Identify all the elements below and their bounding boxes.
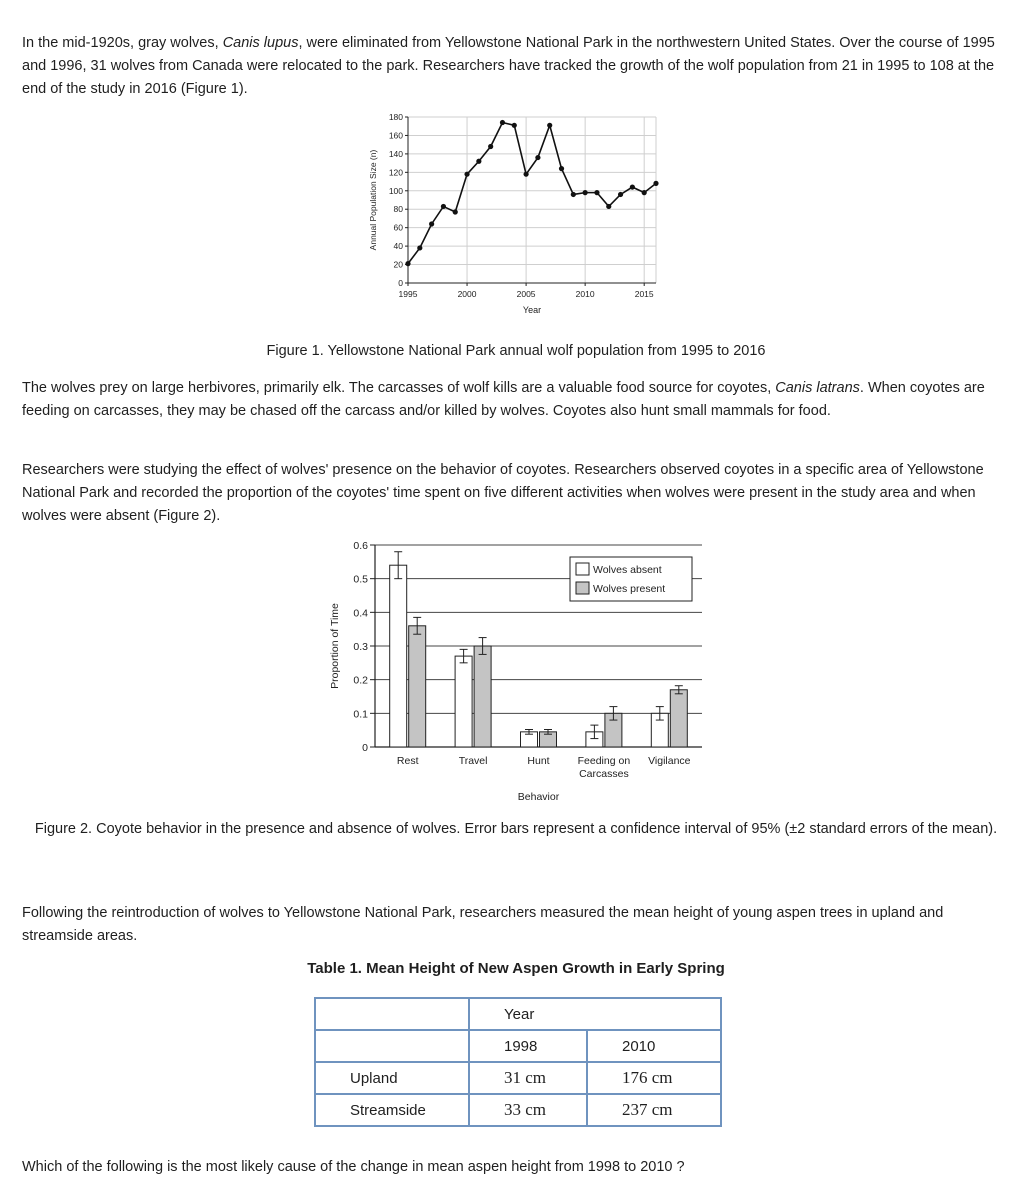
x-axis-label: Year <box>522 305 542 315</box>
species-name-wolf: Canis lupus <box>222 35 299 51</box>
y-tick-label: 160 <box>388 130 403 141</box>
x-tick-label: 2000 <box>457 289 477 299</box>
table-row-label: Upland <box>315 1062 469 1094</box>
category-label: Travel <box>458 755 488 767</box>
table-empty-cell <box>315 1030 469 1062</box>
y-tick-label: 40 <box>393 241 403 252</box>
y-tick-label: 140 <box>388 148 403 159</box>
table-row <box>315 1062 721 1094</box>
data-point <box>441 204 446 209</box>
category-label: Feeding on <box>577 755 631 767</box>
figure2-caption: Figure 2. Coyote behavior in the presence and absence of wolves. Error bars represent a confidence interval of 95% (±2 standard errors of the mean). <box>34 821 998 837</box>
data-point <box>547 123 552 128</box>
intro-paragraph <box>22 32 1010 101</box>
legend-swatch <box>576 563 589 575</box>
data-point <box>653 181 658 186</box>
data-point <box>583 190 588 195</box>
x-tick-label: 1995 <box>398 289 418 299</box>
table-col-1998: 1998 <box>469 1030 587 1062</box>
data-point <box>488 144 493 149</box>
category-label: Hunt <box>527 755 550 767</box>
y-tick-label: 0.1 <box>353 708 368 721</box>
category-label: Rest <box>396 755 419 767</box>
y-tick-label: 180 <box>388 112 403 122</box>
y-tick-label: 0 <box>362 742 368 754</box>
y-tick-label: 60 <box>393 222 403 233</box>
x-tick-label: 2005 <box>516 289 536 299</box>
data-point <box>429 221 434 226</box>
aspen-table <box>314 997 722 1127</box>
table-header-row <box>315 998 721 1030</box>
y-axis-label: Proportion of Time <box>329 603 341 689</box>
y-tick-label: 0.5 <box>353 573 368 586</box>
figure2-bar-chart <box>320 535 720 810</box>
y-tick-label: 0.6 <box>353 540 368 552</box>
aspen-paragraph: Following the reintroduction of wolves to Yellowstone National Park, researchers measured the mean height of young aspen trees in upland and streamside areas. <box>22 905 944 944</box>
data-point <box>606 204 611 209</box>
study-paragraph: Researchers were studying the effect of wolves' presence on the behavior of coyotes. Researchers observed coyotes in a specific area of Yellowstone National Park and recorded the proportion of the coyotes' time spent on five different activities when wolves were present in the study area and when wolves were absent (Figure 2). <box>22 462 984 524</box>
bar <box>409 626 426 747</box>
data-point <box>618 192 623 197</box>
question-text: Which of the following is the most likely cause of the change in mean aspen height from 1998 to 2010 ? <box>22 1159 685 1175</box>
x-tick-label: 2010 <box>575 289 595 299</box>
y-tick-label: 0.2 <box>353 674 368 687</box>
data-point <box>500 120 505 125</box>
table-corner-cell <box>315 998 469 1030</box>
table-year-header: Year <box>469 998 721 1030</box>
data-point <box>476 159 481 164</box>
x-axis-label: Behavior <box>517 791 560 803</box>
data-point <box>535 155 540 160</box>
table-title: Table 1. Mean Height of New Aspen Growth in Early Spring <box>307 960 725 977</box>
y-tick-label: 0.4 <box>353 607 368 620</box>
table-cell: 176 cm <box>587 1062 721 1094</box>
table-year-row <box>315 1030 721 1062</box>
category-label: Vigilance <box>648 755 691 767</box>
y-tick-label: 0 <box>398 278 403 288</box>
legend-swatch <box>576 582 589 594</box>
figure1-caption: Figure 1. Yellowstone National Park annual wolf population from 1995 to 2016 <box>266 343 766 359</box>
table-cell: 237 cm <box>587 1094 721 1126</box>
table-col-2010: 2010 <box>587 1030 721 1062</box>
data-point <box>559 166 564 171</box>
bar <box>390 565 407 747</box>
data-point <box>594 190 599 195</box>
prey-paragraph <box>22 377 1010 423</box>
bar <box>455 656 472 747</box>
y-tick-label: 120 <box>388 167 403 178</box>
y-tick-label: 100 <box>388 185 403 196</box>
x-tick-label: 2015 <box>634 289 654 299</box>
data-point <box>453 209 458 214</box>
category-label: Carcasses <box>579 768 629 780</box>
legend-label: Wolves present <box>593 583 666 595</box>
figure1-line-chart <box>360 105 680 325</box>
intro-text-1: In the mid-1920s, gray wolves, <box>22 35 223 51</box>
data-point <box>642 190 647 195</box>
data-point <box>512 123 517 128</box>
table-row <box>315 1094 721 1126</box>
data-point <box>523 172 528 177</box>
bar <box>474 646 491 747</box>
table-cell: 31 cm <box>469 1062 587 1094</box>
y-axis-label: Annual Population Size (n) <box>368 149 378 251</box>
table-cell: 33 cm <box>469 1094 587 1126</box>
data-point <box>405 261 410 266</box>
prey-text-1: The wolves prey on large herbivores, primarily elk. The carcasses of wolf kills are a valuable food source for coyotes, <box>22 380 776 396</box>
data-point <box>417 245 422 250</box>
y-tick-label: 80 <box>393 204 403 215</box>
data-point <box>630 184 635 189</box>
data-point <box>464 172 469 177</box>
data-point <box>571 192 576 197</box>
bar <box>670 690 687 747</box>
table-row-label: Streamside <box>315 1094 469 1126</box>
legend-label: Wolves absent <box>593 564 662 576</box>
y-tick-label: 0.3 <box>353 641 368 653</box>
intro-text-2: , were eliminated from Yellowstone National Park in the northwestern United States. Over the course of 1995 and 1996, 31 wolves from Canada were relocated to the park. Researchers have tracked the growth of the wolf population from 21 in 1995 to 108 at the end of the study in 2016 (Figure 1). <box>22 35 995 97</box>
y-tick-label: 20 <box>393 259 403 270</box>
species-name-coyote: Canis latrans <box>775 380 860 396</box>
prey-text-2: . When coyotes are feeding on carcasses, they may be chased off the carcass and/or killed by wolves. Coyotes also hunt small mammals for food. <box>22 380 985 419</box>
